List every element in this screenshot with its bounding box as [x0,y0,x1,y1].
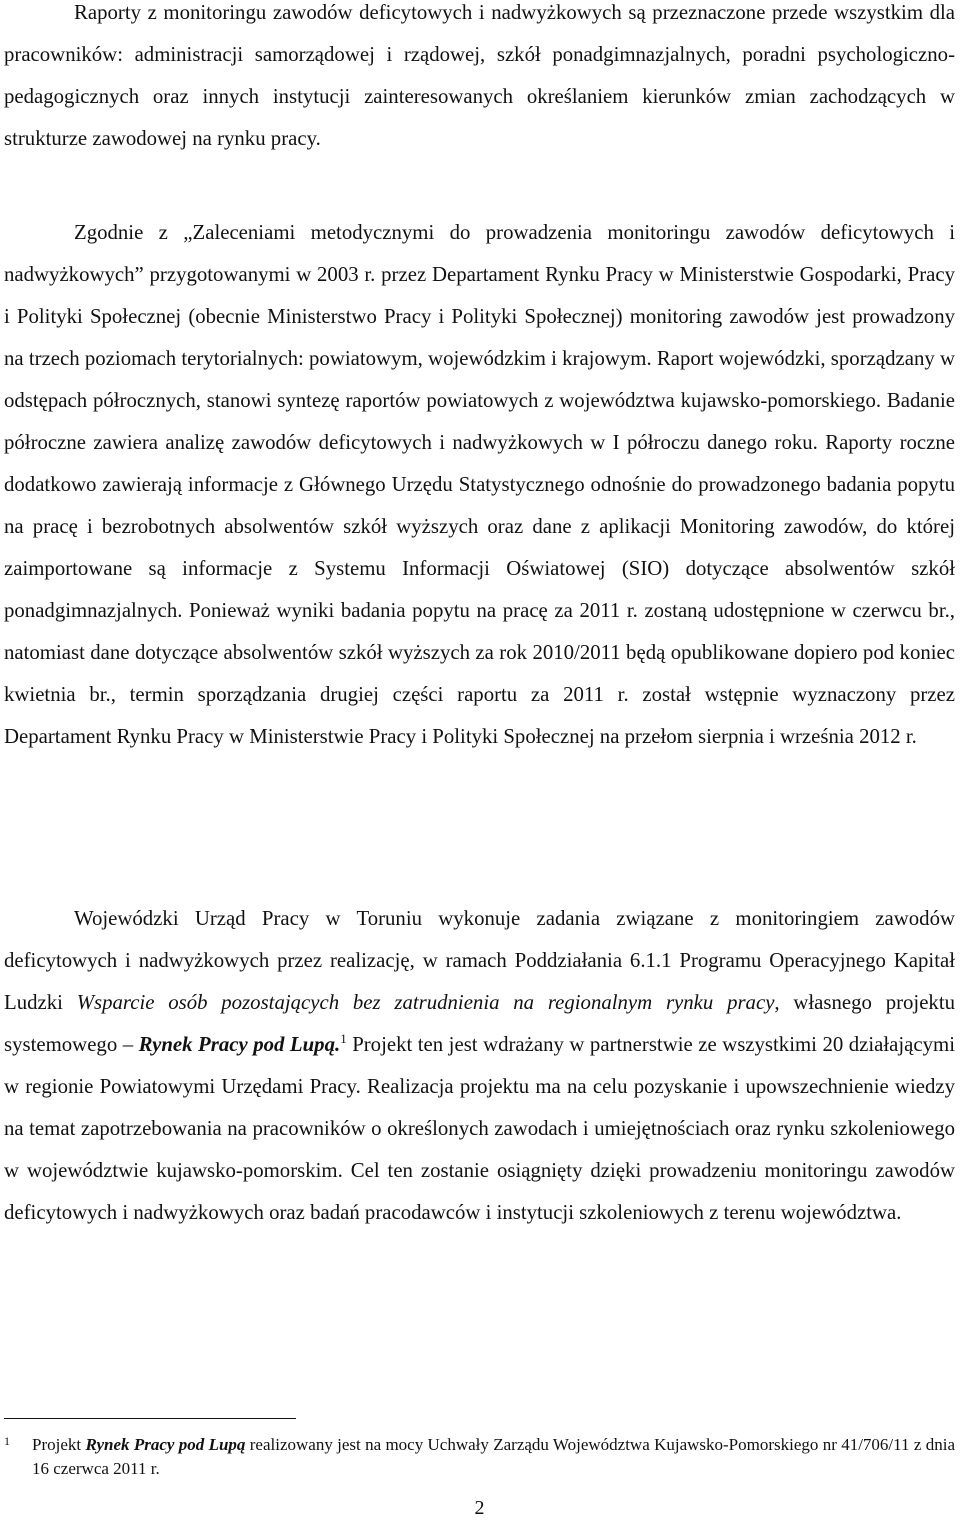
footnote-project-name: Rynek Pracy pod Lupą [85,1435,246,1454]
program-title: Wsparcie osób pozostających bez zatrudnienia na regionalnym rynku pracy [76,991,775,1014]
footnote-reference[interactable]: 1 [340,1031,347,1047]
footnote [4,1433,955,1481]
project-text-part3: Projekt ten jest wdrażany w partnerstwie ze wszystkimi 20 działającymi w regionie Powiatowymi Urzędami Pracy. Realizacja projektu ma na celu pozyskanie i upowszechnienie wiedzy na temat zapotrzebowania na pracowników o określonych zawodach i umiejętnościach oraz rynku szkoleniowego w województwie kujawsko-pomorskim. Cel ten zostanie osiągnięty dzięki prowadzeniu monitoringu zawodów deficytowych i nadwyżkowych oraz badań pracodawców i instytucji szkoleniowych z terenu województwa. [4,1033,955,1224]
footnote-suffix: realizowany jest na mocy Uchwały Zarządu Województwa Kujawsko-Pomorskiego nr 41/706/11 z dnia 16 czerwca 2011 r. [32,1435,955,1478]
paragraph-project [4,898,955,1234]
paragraph-methodology: Zgodnie z „Zaleceniami metodycznymi do prowadzenia monitoringu zawodów deficytowych i nadwyżkowych” przygotowanymi w 2003 r. przez Departament Rynku Pracy w Ministerstwie Gospodarki, Pracy i Polityki Społecznej (obecnie Ministerstwo Pracy i Polityki Społecznej) monitoring zawodów jest prowadzony na trzech poziomach terytorialnych: powiatowym, wojewódzkim i krajowym. Raport wojewódzki, sporządzany w odstępach półrocznych, stanowi syntezę raportów powiatowych z województwa kujawsko-pomorskiego. Badanie półroczne zawiera analizę zawodów deficytowych i nadwyżkowych w I półroczu danego roku. Raporty roczne dodatkowo zawierają informacje z Głównego Urzędu Statystycznego odnośnie do prowadzonego badania popytu na pracę i bezrobotnych absolwentów szkół wyższych oraz dane z aplikacji Monitoring zawodów, do której zaimportowane są informacje z Systemu Informacji Oświatowej (SIO) dotyczące absolwentów szkół ponadgimnazjalnych. Ponieważ wyniki badania popytu na pracę za 2011 r. zostaną udostępnione w czerwcu br., natomiast dane dotyczące absolwentów szkół wyższych za rok 2010/2011 będą opublikowane dopiero pod koniec kwietnia br., termin sporządzania drugiej części raportu za 2011 r. został wstępnie wyznaczony przez Departament Rynku Pracy w Ministerstwie Pracy i Polityki Społecznej na przełom sierpnia i września 2012 r. [4,221,955,748]
footnote-separator [4,1418,296,1419]
footnote-prefix: Projekt [32,1435,86,1454]
project-text-part2: , własnego projektu systemowego – [4,991,956,1056]
footnote-mark: 1 [4,1434,10,1448]
footnote-text [4,1433,955,1481]
page-number: 2 [474,1497,485,1519]
project-text-part1: Wojewódzki Urząd Pracy w Toruniu wykonuje zadania związane z monitoringiem zawodów deficytowych i nadwyżkowych przez realizację, w ramach Poddziałania 6.1.1 Programu Operacyjnego Kapitał Ludzki [4,907,955,1014]
paragraph-intro: Raporty z monitoringu zawodów deficytowych i nadwyżkowych są przeznaczone przede wszystkim dla pracowników: administracji samorządowej i rządowej, szkół ponadgimnazjalnych, poradni psychologiczno-pedagogicznych oraz innych instytucji zainteresowanych określaniem kierunków zmian zachodzących w strukturze zawodowej na rynku pracy. [4,1,955,150]
project-name: Rynek Pracy pod Lupą [138,1033,335,1056]
project-name-period: . [334,1033,341,1056]
